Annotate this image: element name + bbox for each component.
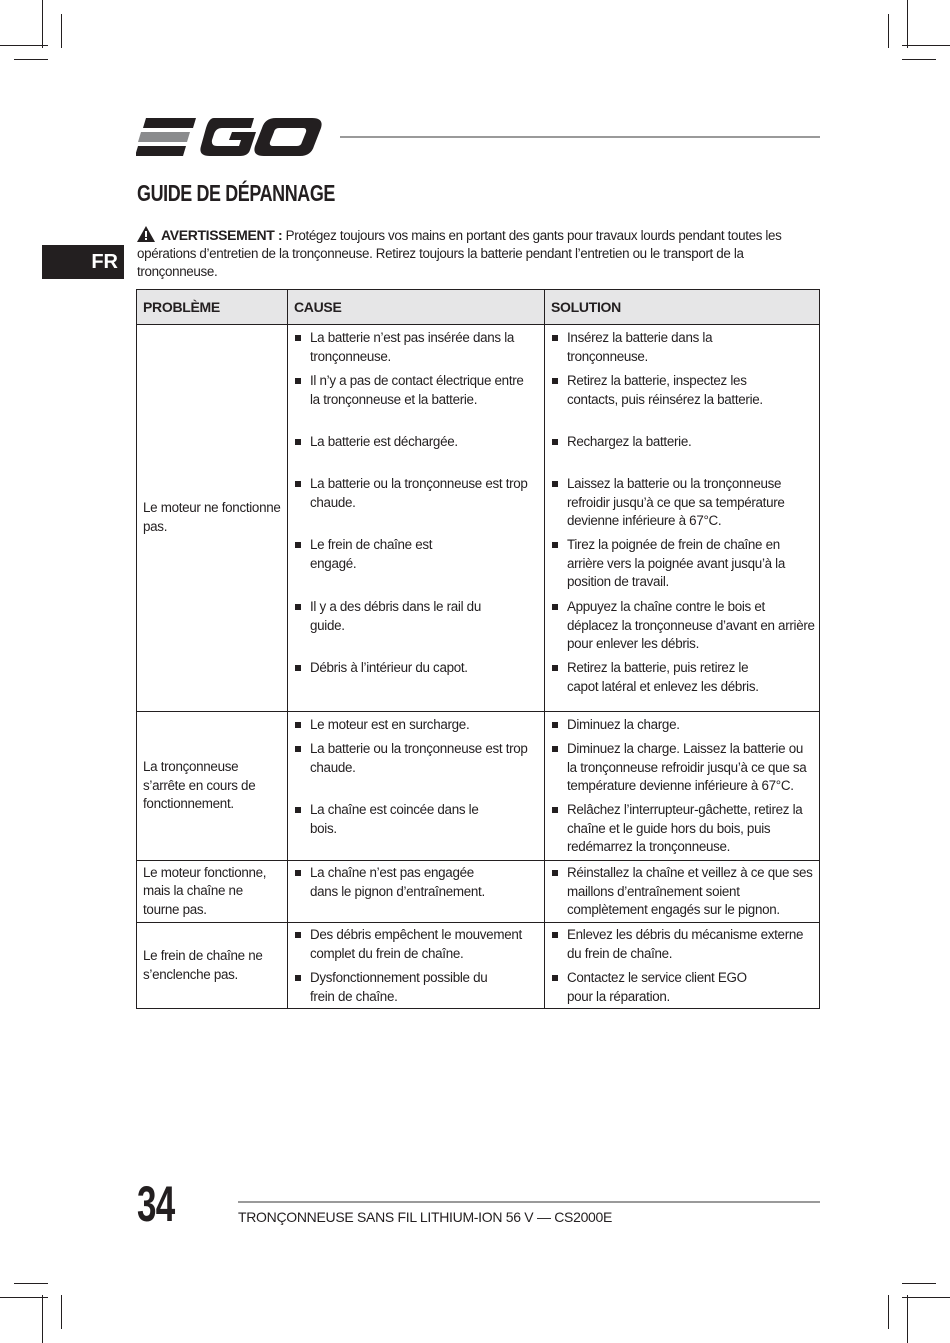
bullet <box>552 439 558 445</box>
list-item <box>288 716 544 735</box>
crop-mark <box>0 45 48 46</box>
solution-text: Rechargez la batterie. <box>567 434 692 449</box>
solution-text: Contactez le service client EGO pour la réparation. <box>567 970 747 1004</box>
bullet <box>552 665 558 671</box>
language-tab: FR <box>42 245 124 279</box>
problem-cell: Le moteur fonctionne, mais la chaîne ne tourne pas. <box>137 861 288 923</box>
bullet <box>295 481 301 487</box>
solution-text: Tirez la poignée de frein de chaîne en arrière vers la poignée avant jusqu’à la position de travail. <box>567 537 786 590</box>
page-number: 34 <box>137 1176 175 1232</box>
list-item <box>545 716 819 735</box>
table-header-row <box>137 290 820 325</box>
list-item <box>288 864 544 901</box>
solution-text: Insérez la batterie dans la tronçonneuse. <box>567 330 713 364</box>
list-item <box>545 475 819 531</box>
crop-mark <box>888 14 889 48</box>
bullet <box>295 870 301 876</box>
bullet <box>295 335 301 341</box>
list-item <box>545 740 819 796</box>
bullet <box>552 975 558 981</box>
warning-text: Protégez toujours vos mains en portant des gants pour travaux lourds pendant toutes les opérations d’entretien de la tronçonneuse. Retirez toujours la batterie pendant l’entretien ou le transport de la tronçonneuse. <box>137 228 782 279</box>
solution-text: Enlevez les débris du mécanisme externe du frein de chaîne. <box>567 927 804 961</box>
crop-mark <box>902 59 936 60</box>
cause-cell <box>288 861 545 923</box>
header-cause: CAUSE <box>288 290 545 325</box>
crop-mark <box>907 1295 908 1343</box>
bullet <box>295 665 301 671</box>
list-item <box>288 372 544 409</box>
list-item <box>545 372 819 409</box>
problem-cell: Le frein de chaîne ne s’enclenche pas. <box>137 923 288 1009</box>
list-item <box>288 926 544 963</box>
cause-text: La batterie n’est pas insérée dans la tronçonneuse. <box>310 330 515 364</box>
solution-text: Appuyez la chaîne contre le bois et déplacez la tronçonneuse d’avant en arrière pour enlever les débris. <box>567 599 815 652</box>
solution-text: Diminuez la charge. <box>567 717 680 732</box>
problem-cell: La tronçonneuse s’arrête en cours de fonctionnement. <box>137 712 288 861</box>
bullet <box>295 542 301 548</box>
crop-mark <box>902 45 950 46</box>
warning-notice <box>137 226 821 281</box>
cause-text: Le frein de chaîne est engagé. <box>310 537 433 571</box>
cause-text: Le moteur est en surcharge. <box>310 717 470 732</box>
solution-cell <box>545 325 820 712</box>
crop-mark <box>61 1295 62 1329</box>
bullet <box>295 746 301 752</box>
list-item <box>545 969 819 1006</box>
cause-text: Débris à l’intérieur du capot. <box>310 660 468 675</box>
cause-cell <box>288 923 545 1009</box>
list-item <box>288 659 544 678</box>
cause-text: Il y a des débris dans le rail du guide. <box>310 599 481 633</box>
solution-text: Relâchez l’interrupteur-gâchette, retirez la chaîne et le guide hors du bois, puis redémarrez la tronçonneuse. <box>567 802 803 855</box>
list-item <box>288 969 544 1006</box>
solution-text: Réinstallez la chaîne et veillez à ce que ses maillons d’entraînement soient complètement engagés sur le pignon. <box>567 865 813 918</box>
crop-mark <box>902 1297 950 1298</box>
crop-mark <box>14 59 48 60</box>
bullet <box>295 604 301 610</box>
list-item <box>288 433 544 452</box>
bullet <box>552 378 558 384</box>
list-item <box>288 536 544 573</box>
troubleshooting-table <box>136 289 820 1009</box>
list-item <box>545 433 819 452</box>
page-title: GUIDE DE DÉPANNAGE <box>137 180 335 206</box>
list-item <box>288 801 544 838</box>
crop-mark <box>42 1295 43 1343</box>
bullet <box>552 604 558 610</box>
bullet <box>552 932 558 938</box>
bullet <box>295 439 301 445</box>
cause-text: La batterie est déchargée. <box>310 434 458 449</box>
bullet <box>295 932 301 938</box>
list-item <box>545 801 819 857</box>
cause-text: La batterie ou la tronçonneuse est trop chaude. <box>310 741 528 775</box>
table-row <box>137 861 820 923</box>
cause-text: Il n’y a pas de contact électrique entre la tronçonneuse et la batterie. <box>310 373 524 407</box>
bullet <box>552 807 558 813</box>
table-row <box>137 923 820 1009</box>
cause-text: Dysfonctionnement possible du frein de chaîne. <box>310 970 488 1004</box>
solution-cell <box>545 861 820 923</box>
bullet <box>295 722 301 728</box>
cause-text: La chaîne n’est pas engagée dans le pignon d’entraînement. <box>310 865 485 899</box>
list-item <box>288 329 544 366</box>
cause-cell <box>288 712 545 861</box>
crop-mark <box>42 0 43 48</box>
crop-mark <box>61 14 62 48</box>
warning-triangle-icon <box>137 226 155 242</box>
cause-text: La batterie ou la tronçonneuse est trop chaude. <box>310 476 528 510</box>
bullet <box>295 378 301 384</box>
cause-cell <box>288 325 545 712</box>
bullet <box>552 481 558 487</box>
list-item <box>288 740 544 777</box>
crop-mark <box>902 1283 936 1284</box>
list-item <box>545 926 819 963</box>
bullet <box>552 335 558 341</box>
crop-mark <box>14 1283 48 1284</box>
table-row <box>137 325 820 712</box>
list-item <box>545 598 819 654</box>
table-row <box>137 712 820 861</box>
problem-cell: Le moteur ne fonctionne pas. <box>137 325 288 712</box>
cause-text: La chaîne est coincée dans le bois. <box>310 802 479 836</box>
bullet <box>552 870 558 876</box>
header-solution: SOLUTION <box>545 290 820 325</box>
solution-text: Retirez la batterie, inspectez les contacts, puis réinsérez la batterie. <box>567 373 763 407</box>
list-item <box>288 475 544 512</box>
crop-mark <box>0 1297 48 1298</box>
solution-cell <box>545 712 820 861</box>
list-item <box>545 659 819 696</box>
bullet <box>552 746 558 752</box>
footer-product-title: TRONÇONNEUSE SANS FIL LITHIUM-ION 56 V — CS2000E <box>238 1209 613 1225</box>
bullet <box>552 542 558 548</box>
bullet <box>295 975 301 981</box>
ego-logo <box>136 116 322 158</box>
solution-cell <box>545 923 820 1009</box>
solution-text: Retirez la batterie, puis retirez le capot latéral et enlevez les débris. <box>567 660 759 694</box>
header-rule <box>340 136 820 138</box>
list-item <box>545 536 819 592</box>
warning-label: AVERTISSEMENT : <box>161 227 283 243</box>
bullet <box>295 807 301 813</box>
crop-mark <box>888 1295 889 1329</box>
solution-text: Laissez la batterie ou la tronçonneuse refroidir jusqu’à ce que sa température devienne inférieure à 67°C. <box>567 476 785 529</box>
crop-mark <box>907 0 908 48</box>
footer-rule <box>238 1201 820 1203</box>
cause-text: Des débris empêchent le mouvement complet du frein de chaîne. <box>310 927 522 961</box>
list-item <box>545 329 819 366</box>
header-problem: PROBLÈME <box>137 290 288 325</box>
bullet <box>552 722 558 728</box>
solution-text: Diminuez la charge. Laissez la batterie ou la tronçonneuse refroidir jusqu’à ce que sa température devienne inférieure à 67°C. <box>567 741 807 794</box>
list-item <box>288 598 544 635</box>
list-item <box>545 864 819 920</box>
